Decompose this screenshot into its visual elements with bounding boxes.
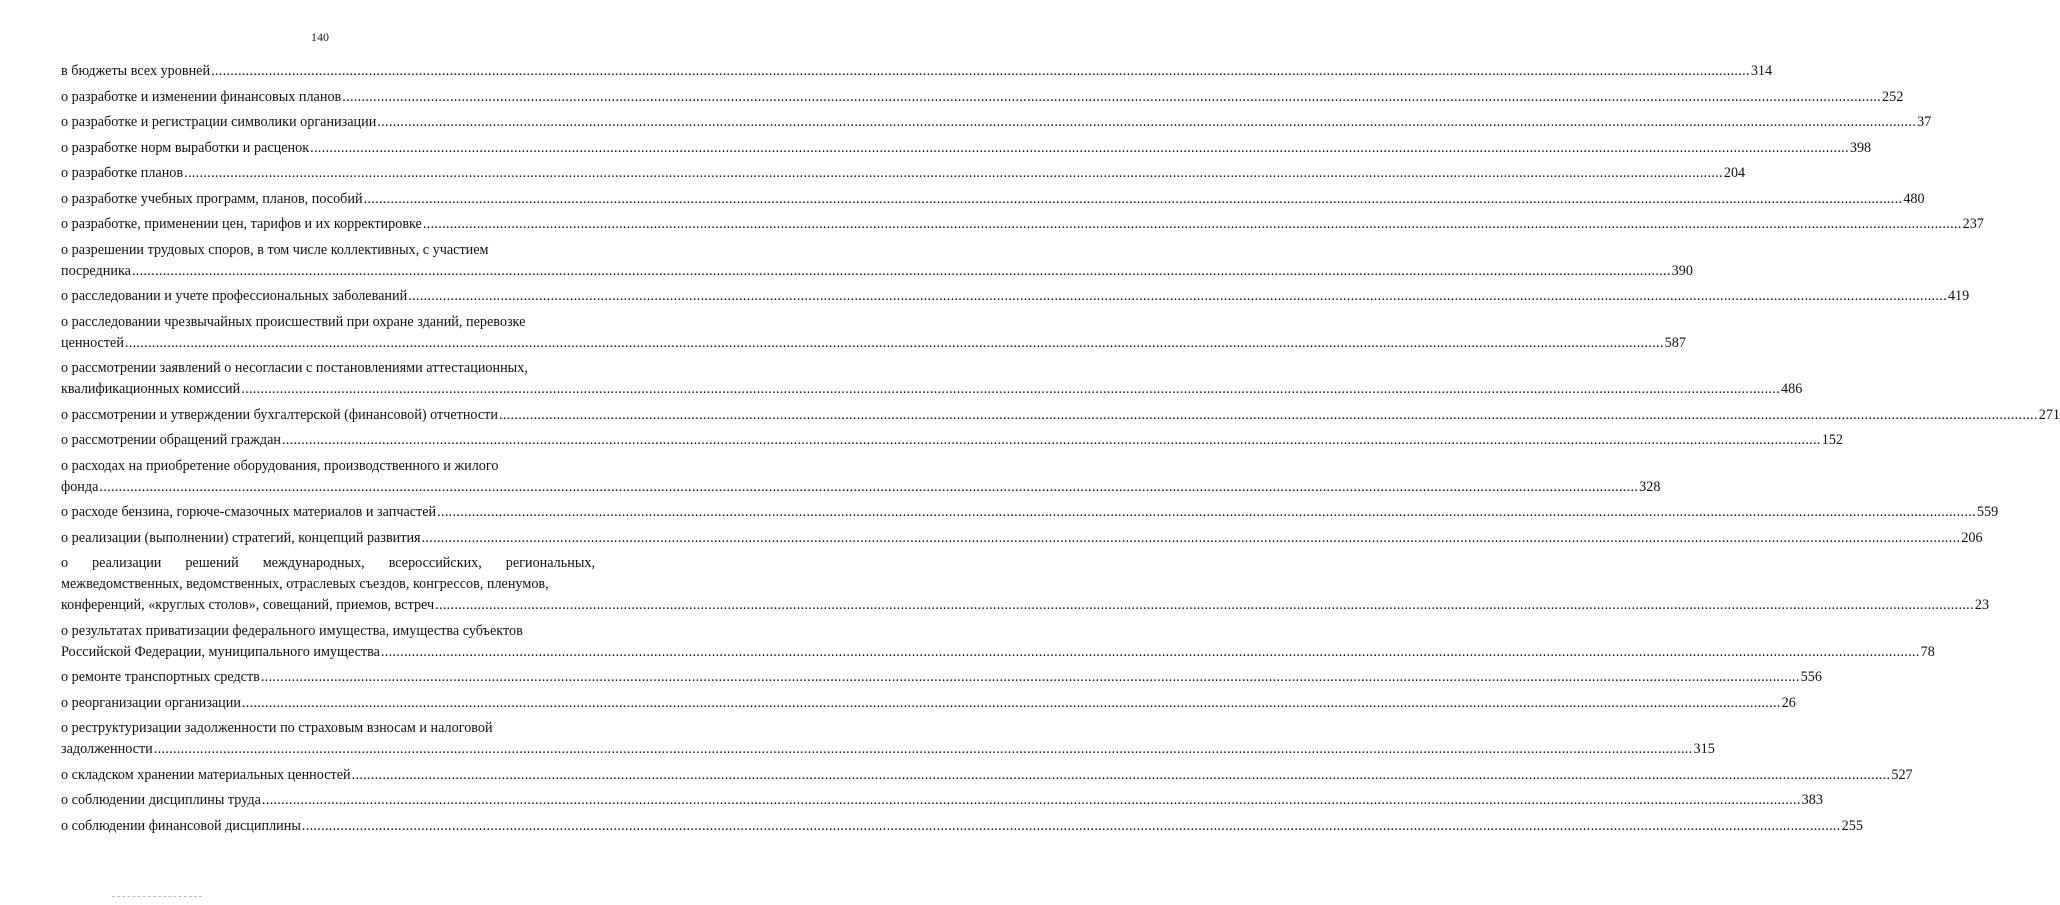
index-entry [61,621,1935,663]
index-entry [61,456,1661,498]
index-entry-text: о разработке норм выработки и расценок [61,139,310,156]
dot-leader: ................................................................................................................................................................................................................................................................................................................................................................................................................ [184,165,1723,181]
dot-leader: ................................................................................................................................................................................................................................................................................................................................................................................................................ [301,817,1841,834]
index-entry-page-number: 23 [1974,597,1990,613]
index-entry-line [61,163,1746,184]
index-entries [61,61,2060,841]
index-entry-line [61,693,1796,714]
index-entry-line [61,816,1863,837]
index-entry-text: фонда [61,478,99,495]
index-entry-line [61,333,1686,354]
index-entry-line [61,595,1990,616]
index-entry-text-lead: о разрешении трудовых споров, в том числе коллективных, с участием [61,241,489,258]
index-entry-text: о расследовании и учете профессиональных заболеваний [61,288,408,304]
index-entry-page-number: 328 [1639,478,1661,495]
index-entry-line [61,286,1970,307]
dot-leader: ................................................................................................................................................................................................................................................................................................................................................................................................................ [422,216,1962,232]
index-entry [61,405,2060,426]
index-entry-line [61,667,1822,688]
index-entry-text: посредника [61,262,131,279]
index-entry-line [61,379,1803,400]
dot-leader: ................................................................................................................................................................................................................................................................................................................................................................................................................ [131,262,1671,279]
dot-leader: ................................................................................................................................................................................................................................................................................................................................................................................................................ [435,597,1974,613]
index-entry-text: о разработке планов [61,165,184,181]
index-entry [61,87,1904,108]
index-entry [61,61,1773,82]
index-entry-page-number: 559 [1976,504,1999,520]
index-entry-line [61,642,1935,663]
dot-leader: ................................................................................................................................................................................................................................................................................................................................................................................................................ [437,504,1976,520]
index-entry-line [61,112,1932,133]
dot-leader: ................................................................................................................................................................................................................................................................................................................................................................................................................ [380,643,1920,660]
index-entry-line [61,477,1661,498]
dot-leader: ................................................................................................................................................................................................................................................................................................................................................................................................................ [260,669,1800,685]
index-entry-page-number: 237 [1962,216,1984,232]
index-entry-page-number: 556 [1800,669,1822,685]
index-entry-text-lead: о результатах приватизации федерального имущества, имущества субъектов [61,622,523,639]
dot-leader: ................................................................................................................................................................................................................................................................................................................................................................................................................ [99,478,1639,495]
dot-leader: ................................................................................................................................................................................................................................................................................................................................................................................................................ [377,114,1917,130]
index-entry-page-number: 152 [1821,432,1843,448]
index-entry-line [61,405,2060,426]
dot-leader: ................................................................................................................................................................................................................................................................................................................................................................................................................ [211,63,1750,79]
index-entry-text: о рассмотрении обращений граждан [61,432,281,448]
page-number: 140 [311,30,329,44]
dot-leader: ................................................................................................................................................................................................................................................................................................................................................................................................................ [342,88,1881,105]
index-entry-text: квалификационных комиссий [61,381,241,397]
index-entry-page-number: 78 [1920,643,1935,660]
index-entry-page-number: 527 [1891,766,1913,783]
index-entry [61,718,1715,760]
index-entry-text: о ремонте транспортных средств [61,669,260,685]
dot-leader: ................................................................................................................................................................................................................................................................................................................................................................................................................ [241,381,1780,397]
index-entry-line [61,502,1999,523]
index-entry [61,816,1863,837]
index-entry-text: о реорганизации организации [61,694,241,711]
index-entry [61,189,1925,210]
index-entry [61,553,1990,616]
index-entry-text-lead: о рассмотрении заявлений о несогласии с постановлениями аттестационных, [61,360,528,376]
index-entry [61,528,1983,549]
index-entry-page-number: 204 [1723,165,1746,181]
dot-leader: ................................................................................................................................................................................................................................................................................................................................................................................................................ [310,139,1849,156]
dot-leader: ................................................................................................................................................................................................................................................................................................................................................................................................................ [408,288,1947,304]
index-entry [61,214,1984,235]
index-entry-text-lead: о реализации решений международных, всероссийских, региональных, межведомственных, ведомственных, отраслевых съездов, конгрессов, пленумов, [61,555,595,592]
index-entry-text: о рассмотрении и утверждении бухгалтерской (финансовой) отчетности [61,406,498,423]
dot-leader: ................................................................................................................................................................................................................................................................................................................................................................................................................ [351,766,1891,783]
index-entry-text: о разработке и изменении финансовых планов [61,88,342,105]
index-entry-text: о соблюдении дисциплины труда [61,792,261,808]
dot-leader: ................................................................................................................................................................................................................................................................................................................................................................................................................ [421,529,1961,546]
index-entry-line [61,528,1983,549]
index-entry-line [61,765,1913,786]
index-entry-line [61,214,1984,235]
index-entry-line [61,189,1925,210]
index-entry-line [61,138,1872,159]
index-entry [61,163,1746,184]
index-entry [61,502,1999,523]
index-entry [61,790,1823,811]
dot-leader: ................................................................................................................................................................................................................................................................................................................................................................................................................ [241,694,1781,711]
index-entry-text-lead: о расследовании чрезвычайных происшествий при охране зданий, перевозке [61,313,526,330]
index-entry-text: о соблюдении финансовой дисциплины [61,817,301,834]
index-entry-page-number: 419 [1947,288,1970,304]
index-entry [61,667,1822,688]
index-entry-text: о разработке учебных программ, планов, пособий [61,190,363,207]
index-entry-page-number: 486 [1781,381,1803,397]
index-entry-text: о расходе бензина, горюче-смазочных материалов и запчастей [61,504,437,520]
dot-leader: ................................................................................................................................................................................................................................................................................................................................................................................................................ [363,190,1903,207]
index-entry [61,312,1686,354]
index-entry [61,286,1970,307]
index-entry-text: о разработке, применении цен, тарифов и их корректировке [61,216,422,232]
index-entry-page-number: 398 [1849,139,1872,156]
index-entry-text-lead: о расходах на приобретение оборудования, производственного и жилого [61,457,499,474]
index-entry-text: конференций, «круглых столов», совещаний, приемов, встреч [61,597,435,613]
index-entry-text: о разработке и регистрации символики организации [61,114,377,130]
index-entry-line [61,739,1715,760]
dot-leader: ................................................................................................................................................................................................................................................................................................................................................................................................................ [124,334,1664,351]
page-bottom-rule [112,896,202,897]
index-entry-line [61,87,1904,108]
index-entry [61,693,1796,714]
index-entry-text: Российской Федерации, муниципального имущества [61,643,380,660]
index-entry-page-number: 480 [1903,190,1925,207]
index-entry-text: в бюджеты всех уровней [61,63,211,79]
index-entry-page-number: 315 [1693,741,1715,757]
index-entry-page-number: 252 [1882,88,1904,105]
index-entry-page-number: 314 [1750,63,1773,79]
index-entry-page-number: 37 [1917,114,1932,130]
index-entry [61,430,1843,451]
dot-leader: ................................................................................................................................................................................................................................................................................................................................................................................................................ [498,406,2038,423]
index-entry-page-number: 26 [1781,694,1796,711]
dot-leader: ................................................................................................................................................................................................................................................................................................................................................................................................................ [153,741,1693,757]
index-entry-page-number: 255 [1841,817,1863,834]
index-entry [61,112,1932,133]
index-entry-text: ценностей [61,334,124,351]
index-entry-page-number: 271 [2038,406,2060,423]
index-entry-line [61,261,1693,282]
index-entry-page-number: 383 [1801,792,1823,808]
index-entry-line [61,430,1843,451]
index-entry [61,138,1872,159]
index-entry-text: о складском хранении материальных ценностей [61,766,351,783]
index-entry-text: задолженности [61,741,153,757]
index-entry-page-number: 206 [1961,529,1983,546]
index-entry [61,358,1803,400]
index-entry [61,765,1913,786]
index-entry [61,240,1693,282]
index-entry-line [61,61,1773,82]
dot-leader: ................................................................................................................................................................................................................................................................................................................................................................................................................ [281,432,1821,448]
index-entry-page-number: 587 [1664,334,1686,351]
index-entry-text-lead: о реструктуризации задолженности по страховым взносам и налоговой [61,720,493,736]
index-entry-line [61,790,1823,811]
index-entry-page-number: 390 [1671,262,1693,279]
index-entry-text: о реализации (выполнении) стратегий, концепций развития [61,529,421,546]
dot-leader: ................................................................................................................................................................................................................................................................................................................................................................................................................ [261,792,1801,808]
